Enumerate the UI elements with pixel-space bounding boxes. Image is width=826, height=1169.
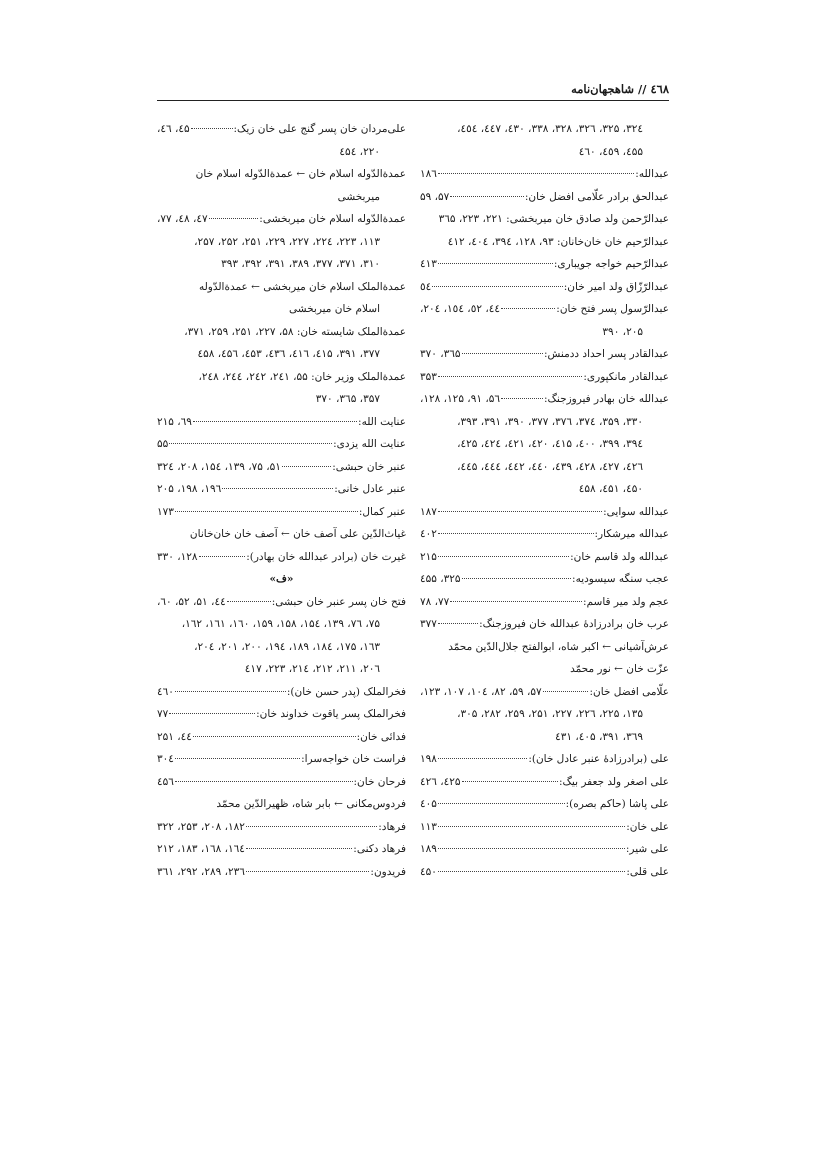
entry-pages: ۲۳٦، ۲۸۹، ۲۹۲، ۳٦۱ — [157, 865, 245, 878]
entry-pages: ٤۲۵، ٤۲٦ — [420, 775, 461, 788]
entry-name: عبدالله ولد قاسم خان: — [570, 550, 669, 563]
dot-leader — [438, 623, 478, 624]
entry-continuation: ٤۵۵، ٤٥۹، ٤٦۰ — [578, 145, 643, 158]
entry-name: عنبر خان حبشی: — [332, 460, 406, 473]
index-entry-cross-reference: عبدالرّحیم خان خان‌خانان: ۹۳، ۱۲۸، ۳۹٤، ٤٠٤، ٤۱۲ — [447, 235, 669, 248]
dot-leader — [438, 533, 594, 534]
entry-pages: ۵٦، ۹۱، ۱۲۵، ۱۲۸، — [420, 393, 500, 405]
dot-leader — [193, 736, 356, 737]
dot-leader — [175, 781, 353, 782]
dot-leader — [501, 308, 555, 309]
entry-continuation: ۳۲٤، ۳۲۵، ۳۲٦، ۳۲۸، ۳۳۸، ٤۳۰، ٤٤۷، ٤٥٤، — [457, 123, 643, 135]
entry-name: عبدالله: — [635, 168, 669, 180]
entry-pages: ۲۱۵ — [420, 550, 437, 563]
dot-leader — [209, 218, 259, 219]
dot-leader — [438, 826, 625, 827]
dot-leader — [246, 826, 377, 827]
index-entry — [420, 276, 669, 299]
entry-name: علی شیر: — [625, 843, 669, 855]
entry-pages: ۵۱، ۷۵، ۱۳۹، ۱۵٤، ۲۰۸، ۳۲٤ — [157, 460, 281, 473]
dot-leader — [450, 601, 582, 602]
dot-leader — [175, 511, 358, 512]
entry-pages: ٤٤، ۲۵۱ — [157, 730, 192, 743]
entry-pages: ۳۲۵، ٤۵۵ — [420, 573, 461, 585]
entry-pages: ٤٤، ۵۱، ۵۲، ٦۰، — [157, 595, 226, 608]
dot-leader — [438, 871, 625, 872]
entry-name: عنبر کمال: — [358, 505, 406, 518]
index-entry — [157, 546, 406, 569]
entry-pages: ٤٦۰ — [157, 685, 174, 698]
entry-name: فدائی خان: — [356, 730, 406, 743]
index-entry — [420, 186, 669, 209]
entry-continuation: ۳۵۷، ۳٦۵، ۳۷۰ — [315, 393, 380, 405]
index-entry — [420, 748, 669, 771]
entry-name: فخرالملک (پدر حسن خان): — [286, 685, 406, 698]
index-entry — [420, 838, 669, 861]
header-rule — [157, 100, 669, 101]
index-entry-cross-reference: عزّت خان ← نور محمّد — [570, 663, 669, 675]
index-entry — [420, 366, 669, 389]
book-title: شاهجهان‌نامه — [571, 82, 635, 96]
index-column-right — [420, 118, 669, 883]
entry-pages: ۱۱۳ — [420, 820, 437, 833]
entry-pages: ٤۵٦ — [157, 775, 174, 788]
index-entry — [157, 703, 406, 726]
dot-leader — [191, 128, 233, 129]
entry-pages: ۱۸۹ — [420, 843, 437, 855]
entry-pages: ٤۰۲ — [420, 528, 437, 540]
entry-pages: ٤۱۳ — [420, 258, 437, 270]
entry-continuation: ۳۷۷، ۳۹۱، ٤۱۵، ٤۱٦، ٤۳٦، ٤۵۳، ٤۵٦، ٤۵۸ — [197, 348, 380, 360]
entry-name: عبدالله خان بهادر فیروزجنگ: — [543, 393, 669, 405]
index-column-left — [157, 118, 406, 883]
index-entry — [420, 546, 669, 569]
dot-leader — [175, 758, 300, 759]
entry-pages: ۳۵۳ — [420, 370, 437, 383]
entry-continuation: اسلام خان میربخشی — [289, 303, 380, 315]
entry-name: عنایت الله: — [358, 415, 406, 428]
entry-name: عبدالرّحیم خواجه جویباری: — [553, 258, 669, 270]
entry-name: فریدون: — [370, 865, 406, 878]
dot-leader — [438, 376, 582, 377]
entry-name: فتح خان پسر عنبر خان حبشی: — [271, 595, 406, 608]
entry-name: علّامی افضل خان: — [589, 685, 669, 698]
entry-name: عبدالحق برادر علّامی افضل خان: — [524, 190, 669, 203]
index-entry-cross-reference: عمدةالملک وزیر خان: ۵۵، ۲٤۱، ۲٤۲، ۲٤٤، ۲٤۸، — [198, 370, 406, 383]
entry-name: عبدالرّزّاق ولد امیر خان: — [563, 280, 669, 293]
entry-name: عبدالله میرشکار: — [594, 528, 669, 540]
dot-leader — [169, 713, 255, 714]
entry-name: عجم ولد میر قاسم: — [583, 595, 669, 608]
entry-pages: ۱٦٤، ۱٦۸، ۱۸۳، ۲۱۲ — [157, 843, 245, 855]
index-entry — [420, 771, 669, 794]
entry-pages: ۷۷، ۷۸ — [420, 595, 450, 608]
index-entry — [157, 456, 406, 479]
index-entry-cross-reference: عبدالرّحمن ولد صادق خان میربخشی: ۲۲۱، ۲۲۳، ۳٦۵ — [438, 213, 669, 225]
dot-leader — [438, 511, 602, 512]
dot-leader — [222, 488, 333, 489]
entry-name: عرب خان برادرزادهٔ عبدالله خان فیروزجنگ: — [479, 618, 669, 630]
header-separator: // — [638, 82, 647, 96]
running-header — [157, 80, 669, 98]
index-entry — [157, 861, 406, 884]
dot-leader — [227, 601, 271, 602]
entry-continuation: ۲۰٦، ۲۱۱، ۲۱۲، ۲۱٤، ۲۲۳، ٤۱۷ — [244, 663, 380, 675]
index-entry — [157, 816, 406, 839]
entry-continuation: ۳٦۹، ۳۹۱، ٤۰۵، ٤۳۱ — [555, 730, 643, 743]
index-entry — [420, 298, 669, 321]
entry-continuation: ۳۳۰، ۳۵۹، ۳۷٤، ۳۷٦، ۳۷۷، ۳۹۰، ۳۹۱، ۳۹۳، — [457, 415, 643, 428]
section-letter-heading: «ف» — [269, 573, 294, 585]
entry-name: فخرالملک پسر یاقوت خداوند خان: — [256, 708, 406, 720]
entry-name: عبدالرّسول پسر فتح خان: — [556, 303, 669, 315]
index-entry — [420, 591, 669, 614]
entry-continuation: ۱۳۵، ۲۲۵، ۲۲٦، ۲۲۷، ۲۵۱، ۲۵۹، ۲۸۲، ۳۰۵، — [457, 708, 643, 720]
entry-pages: ۳۰٤ — [157, 753, 174, 765]
dot-leader — [501, 398, 543, 399]
entry-continuation: ۱۱۳، ۲۲۳، ۲۲٤، ۲۲۷، ۲۲۹، ۲۵۱، ۲۵۲، ۲۵۷، — [194, 235, 380, 248]
index-entry — [420, 501, 669, 524]
entry-pages: ۱۸۷ — [420, 505, 437, 518]
entry-pages: ۳۷۷ — [420, 618, 437, 630]
dot-leader — [175, 691, 286, 692]
index-entry — [157, 591, 406, 614]
index-entry — [157, 208, 406, 231]
entry-name: عبدالقادر مانکپوری: — [583, 370, 669, 383]
dot-leader — [432, 286, 562, 287]
dot-leader — [438, 848, 625, 849]
dot-leader — [438, 556, 569, 557]
index-entry — [157, 748, 406, 771]
entry-pages: ٦۹، ۲۱۵ — [157, 415, 192, 428]
index-entry-cross-reference: عرش‌آشیانی ← اکبر شاه، ابوالفتح جلال‌الدّین محمّد — [448, 640, 669, 653]
dot-leader — [462, 578, 571, 579]
entry-name: عمدةالدّوله اسلام خان میربخشی: — [259, 213, 406, 225]
entry-name: فرحان خان: — [353, 775, 406, 788]
entry-name: عبدالقادر پسر احداد ددمنش: — [544, 348, 669, 360]
entry-name: علی‌مردان خان پسر گنج علی خان زیک: — [233, 123, 406, 135]
index-entry — [157, 681, 406, 704]
entry-name: علی اصغر ولد جعفر بیگ: — [558, 775, 669, 788]
index-entry — [157, 478, 406, 501]
index-entry — [420, 388, 669, 411]
dot-leader — [543, 691, 589, 692]
entry-pages: ۱۹٦، ۱۹۸، ۲۰۵ — [157, 483, 222, 495]
index-entry — [420, 568, 669, 591]
dot-leader — [193, 421, 357, 422]
index-entry-cross-reference: غیاث‌الدّین علی آصف خان ← آصف خان خان‌خانان — [189, 528, 406, 540]
entry-pages: ٤۰۵ — [420, 798, 437, 810]
entry-name: عنبر عادل خانی: — [334, 483, 406, 495]
entry-name: عنایت الله یزدی: — [333, 438, 406, 450]
entry-continuation: ۳۹٤، ۳۹۹، ٤۰۰، ٤۱۵، ٤۲۰، ٤۲۱، ٤۲٤، ٤۲۵، — [457, 438, 643, 450]
entry-pages: ۱۹۸ — [420, 753, 437, 765]
index-entry — [157, 118, 406, 141]
index-entry — [420, 343, 669, 366]
entry-continuation: ۳۱۰، ۳۷۱، ۳۷۷، ۳۸۹، ۳۹۱، ۳۹۲، ۳۹۳ — [221, 258, 380, 270]
entry-pages: ٤۵، ٤٦، — [157, 123, 190, 135]
entry-name: علی قلی: — [626, 865, 669, 878]
entry-pages: ۳٦۵، ۳۷۰ — [420, 348, 461, 360]
entry-name: فرهاد: — [378, 820, 406, 833]
index-entry — [420, 523, 669, 546]
dot-leader — [438, 803, 565, 804]
index-entry-cross-reference: عمدةالملک اسلام خان میربخشی ← عمدةالدّوله — [198, 280, 406, 293]
index-entry — [420, 793, 669, 816]
dot-leader — [438, 758, 527, 759]
entry-continuation: ۷۵، ۷٦، ۱۳۹، ۱۵٤، ۱۵۸، ۱۵۹، ۱٦۰، ۱٦۱، ۱٦۲، — [181, 618, 380, 630]
dot-leader — [199, 556, 246, 557]
index-entry — [420, 816, 669, 839]
entry-name: غیرت خان (برادر عبدالله خان بهادر): — [246, 550, 406, 563]
entry-pages: ٤٤، ٥۲، ١٥٤، ۲۰٤، — [420, 303, 500, 315]
entry-continuation: ۲۲۰، ٤۵٤ — [339, 145, 380, 158]
entry-pages: ۷۷ — [157, 708, 169, 720]
entry-name: فراست خان خواجه‌سرا: — [301, 753, 406, 765]
entry-pages: ۱۸۲، ۲۰۸، ۲۵۳، ۳۲۲ — [157, 820, 245, 833]
dot-leader — [438, 173, 634, 174]
dot-leader — [462, 353, 543, 354]
entry-pages: ٥٤ — [420, 280, 432, 293]
index-entry — [157, 411, 406, 434]
index-entry — [157, 501, 406, 524]
dot-leader — [246, 871, 370, 872]
entry-name: علی (برادرزادهٔ عنبر عادل خان): — [528, 753, 669, 765]
entry-pages: ۵۷، ۵۹ — [420, 190, 450, 203]
page-number: ٤٦٨ — [650, 82, 669, 96]
entry-pages: ٤۵۰ — [420, 865, 437, 878]
entry-pages: ۵۷، ۵۹، ۸۲، ۱۰٤، ۱۰۷، ۱۲۳، — [420, 685, 542, 698]
index-entry — [157, 433, 406, 456]
index-entry — [157, 726, 406, 749]
dot-leader — [438, 263, 553, 264]
index-entry — [157, 771, 406, 794]
entry-name: علی خان: — [626, 820, 669, 833]
dot-leader — [169, 443, 332, 444]
index-entry-cross-reference: عمدةالملک شایسته خان: ۵۸، ۲۲۷، ۲۵۱، ۲۵۹، ۳۷۱، — [184, 325, 406, 338]
entry-pages: ۱۸٦ — [420, 168, 437, 180]
entry-continuation: ۱٦۳، ۱۷۵، ۱۸٤، ۱۸۹، ۱۹٤، ۲۰۰، ۲۰۱، ۲۰٤، — [194, 640, 380, 653]
entry-continuation: ٤۲٦، ٤۲۷، ٤۲۸، ٤۳۹، ٤٤۰، ٤٤۲، ٤٤٤، ٤٤۵، — [457, 460, 643, 473]
index-entry — [420, 613, 669, 636]
index-entry — [420, 681, 669, 704]
entry-continuation: ٤۵۰، ٤۵۱، ٤۵۸ — [578, 483, 643, 495]
dot-leader — [246, 848, 352, 849]
entry-pages: ۱۲۸، ۳۳۰ — [157, 550, 198, 563]
entry-continuation: میربخشی — [337, 190, 380, 203]
entry-name: فرهاد دکنی: — [353, 843, 406, 855]
entry-pages: ۱۷۳ — [157, 505, 174, 518]
entry-continuation: ۲۰۵، ۳۹۰ — [602, 325, 643, 338]
index-entry-cross-reference: عمدةالدّوله اسلام خان ← عمدةالدّوله اسلام خان — [195, 168, 406, 180]
dot-leader — [282, 466, 331, 467]
index-entry — [420, 861, 669, 884]
dot-leader — [450, 196, 524, 197]
dot-leader — [462, 781, 558, 782]
index-entry-cross-reference: فردوس‌مکانی ← بابر شاه، ظهیرالدّین محمّد — [216, 798, 406, 810]
entry-pages: ۵۵ — [157, 438, 169, 450]
entry-pages: ٤۷، ٤۸، ۷۷، — [157, 213, 208, 225]
entry-name: علی پاشا (حاکم بصره): — [565, 798, 669, 810]
entry-name: عجب سنگه سیسودیه: — [572, 573, 669, 585]
index-entry — [420, 163, 669, 186]
index-entry — [420, 253, 669, 276]
entry-name: عبدالله سوایی: — [603, 505, 669, 518]
index-entry — [157, 838, 406, 861]
